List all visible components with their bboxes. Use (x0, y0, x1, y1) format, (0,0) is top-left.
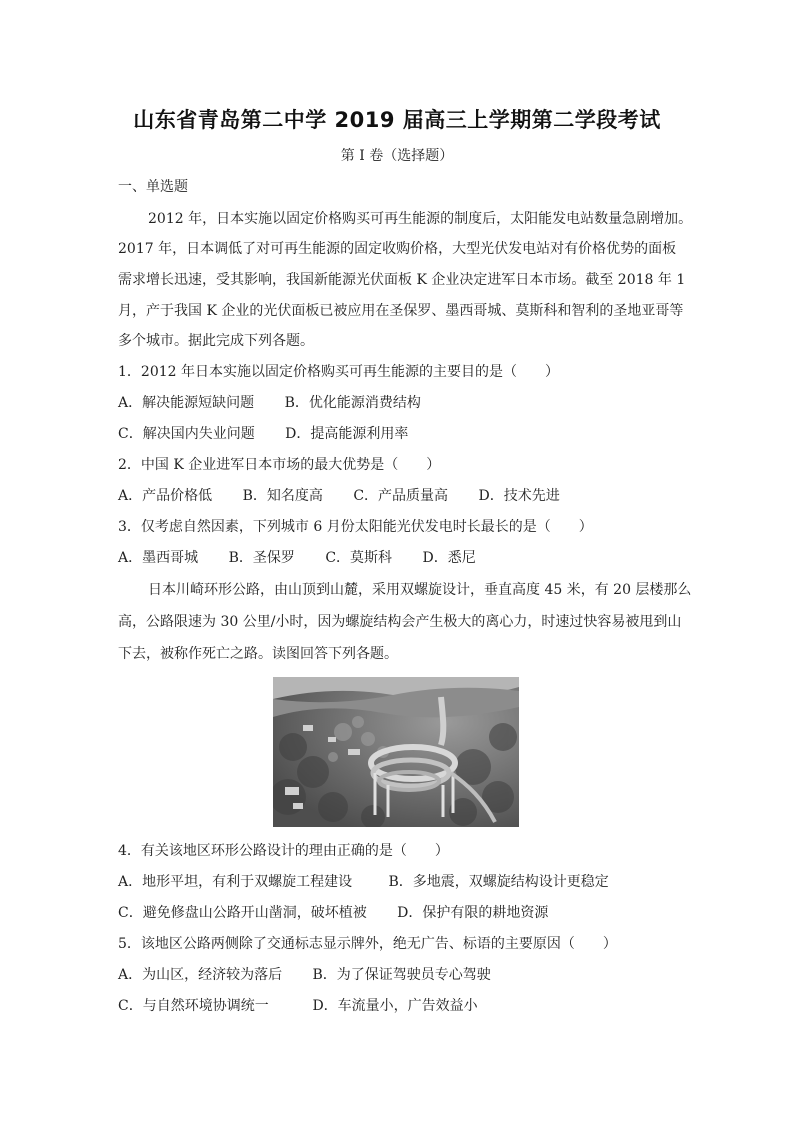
question-stem-1: 1．2012 年日本实施以固定价格购买可再生能源的主要目的是（ ） (118, 364, 559, 380)
passage2-line: 高，公路限速为 30 公里/小时，因为螺旋结构会产生极大的离心力，时速过快容易被甩到山 (118, 614, 682, 630)
passage1-line: 2012 年，日本实施以固定价格购买可再生能源的制度后，太阳能发电站数量急剧增加。 (148, 211, 693, 227)
option-2c: C．产品质量高 (353, 488, 449, 504)
option-4b: B．多地震，双螺旋结构设计更稳定 (388, 874, 609, 890)
option-4a: A．地形平坦，有利于双螺旋工程建设 (118, 874, 353, 890)
passage1-line: 2017 年，日本调低了对可再生能源的固定收购价格，大型光伏发电站对有价格优势的面板 (118, 241, 677, 257)
option-3d: D．悉尼 (422, 550, 476, 566)
option-4d: D．保护有限的耕地资源 (397, 905, 549, 921)
question-options-4a (118, 872, 609, 892)
exam-subtitle: 第 I 卷（选择题） (340, 148, 454, 164)
question-options-5b (118, 996, 478, 1016)
passage1-line: 需求增长迅速，受其影响，我国新能源光伏面板 K 企业决定进军日本市场。截至 2018 年 1 (118, 272, 686, 288)
option-1a: A．解决能源短缺问题 (118, 395, 255, 411)
question-stem-5: 5．该地区公路两侧除了交通标志显示牌外，绝无广告、标语的主要原因（ ） (118, 936, 617, 952)
section-heading: 一、单选题 (118, 179, 188, 195)
passage2-line: 日本川崎环形公路，由山顶到山麓，采用双螺旋设计，垂直高度 45 米，有 20 层楼那么 (148, 582, 692, 598)
question-options-2 (118, 486, 560, 506)
question-stem-2: 2．中国 K 企业进军日本市场的最大优势是（ ） (118, 457, 441, 473)
question-options-3 (118, 548, 476, 568)
passage1-line: 月，产于我国 K 企业的光伏面板已被应用在圣保罗、墨西哥城、莫斯科和智利的圣地亚哥等 (118, 303, 684, 319)
question-options-4b (118, 903, 548, 923)
option-2d: D．技术先进 (478, 488, 560, 504)
question-options-1a (118, 393, 421, 413)
option-3b: B．圣保罗 (228, 550, 295, 566)
option-5b: B．为了保证驾驶员专心驾驶 (312, 967, 491, 983)
option-3a: A．墨西哥城 (118, 550, 199, 566)
option-2b: B．知名度高 (242, 488, 323, 504)
option-3c: C．莫斯科 (325, 550, 393, 566)
option-5d: D．车流量小，广告效益小 (312, 998, 478, 1014)
option-2a: A．产品价格低 (118, 488, 213, 504)
passage2-line: 下去，被称作死亡之路。读图回答下列各题。 (118, 646, 398, 662)
question-options-1b (118, 424, 408, 444)
passage1-line: 多个城市。据此完成下列各题。 (118, 333, 314, 349)
question-options-5a (118, 965, 491, 985)
option-1c: C．解决国内失业问题 (118, 426, 255, 442)
option-5a: A．为山区，经济较为落后 (118, 967, 283, 983)
option-4c: C．避免修盘山公路开山凿洞，破坏植被 (118, 905, 367, 921)
question-stem-4: 4．有关该地区环形公路设计的理由正确的是（ ） (118, 843, 449, 859)
option-1d: D．提高能源利用率 (285, 426, 409, 442)
option-5c: C．与自然环境协调统一 (118, 998, 269, 1014)
exam-title: 山东省青岛第二中学 2019 届高三上学期第二学段考试 (133, 108, 661, 132)
spiral-road-photo (273, 677, 519, 827)
spiral-road-image (273, 677, 519, 827)
option-1b: B．优化能源消费结构 (284, 395, 421, 411)
question-stem-3: 3．仅考虑自然因素，下列城市 6 月份太阳能光伏发电时长最长的是（ ） (118, 519, 593, 535)
